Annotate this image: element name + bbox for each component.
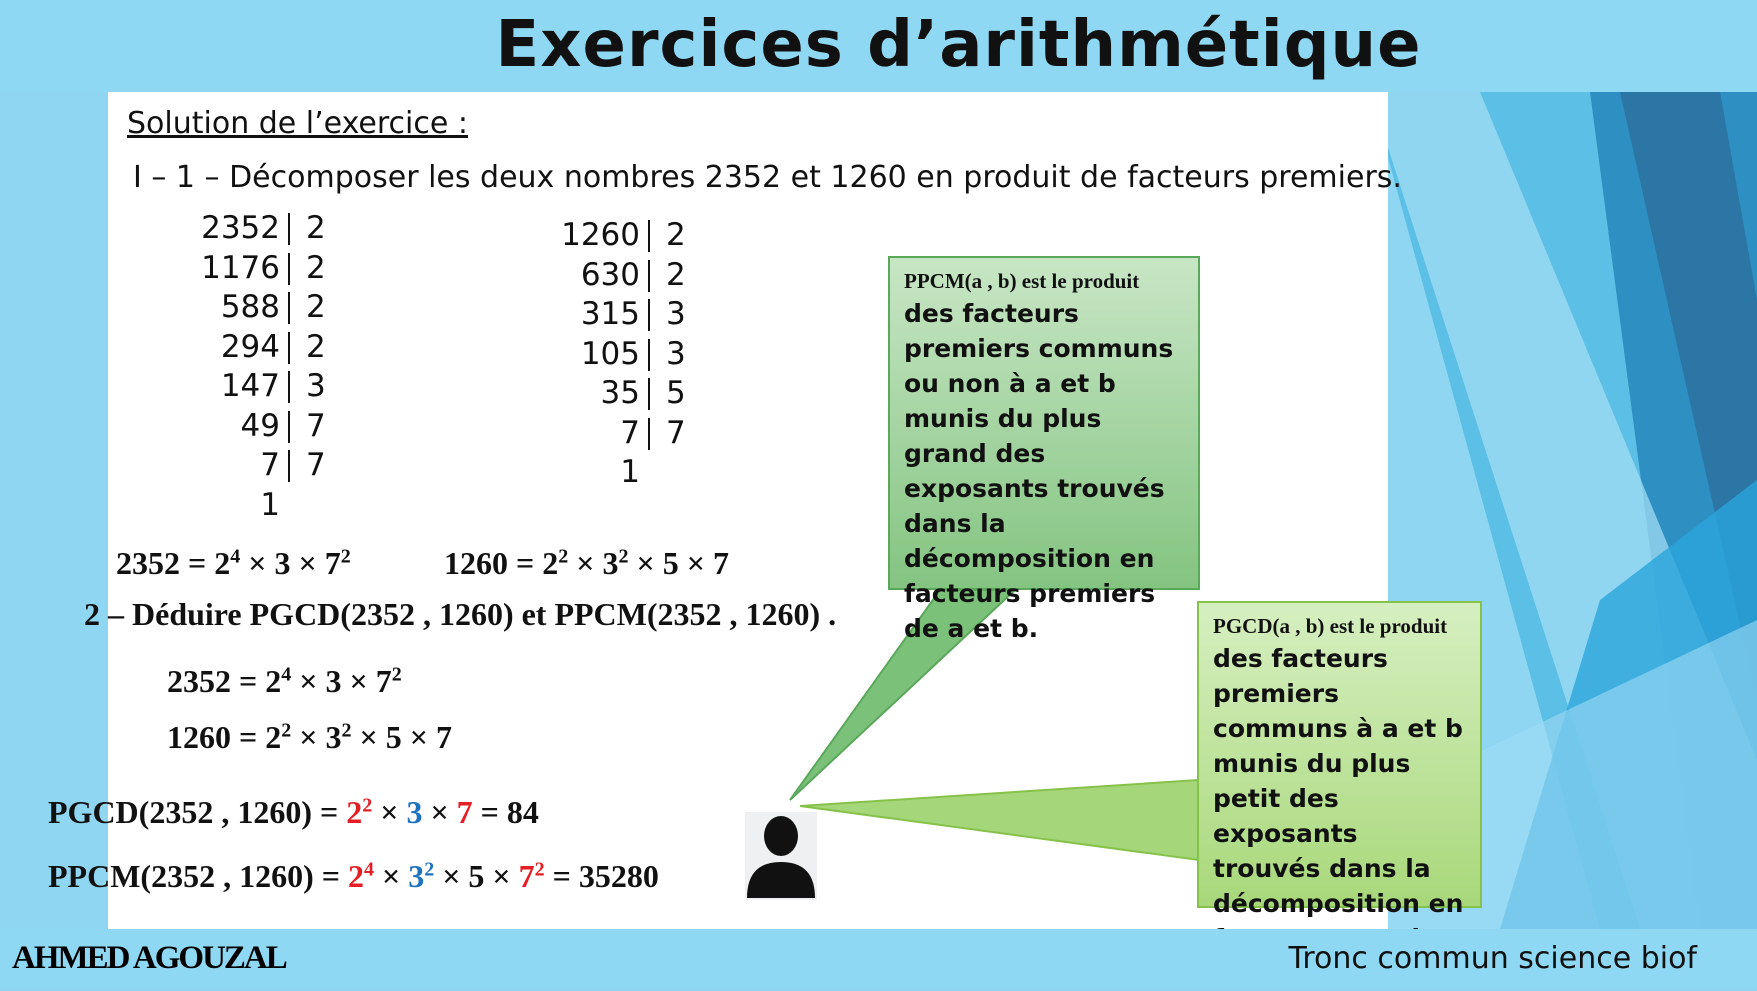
prime-factor: 2 xyxy=(306,210,326,246)
pgcd-callout-lead: PGCD(a , b) est le produit xyxy=(1213,614,1448,638)
prime-factor: 7 xyxy=(306,447,326,483)
decomposition-2352-line1: $2352 = 2^4 \times 3 \times 7^2$ xyxy=(116,545,351,581)
dividend: 49 xyxy=(240,407,280,444)
question-1: I – 1 – Décomposer les deux nombres 2352 et 1260 en produit de facteurs premiers. xyxy=(133,160,1402,195)
prime-factor: 2 xyxy=(306,249,326,286)
decomposition-1260-line1: $1260 = 2^2 \times 3^2 \times 5 \times 7$ xyxy=(444,545,729,581)
pgcd-formula: PGCD(2352 , $1260) = 2^2 \times 3 \times 7 = 84$ xyxy=(48,794,539,830)
dividend: 1 xyxy=(260,486,280,523)
ppcm-callout-lead: PPCM(a , b) est le produit xyxy=(904,269,1140,293)
dividend: 588 xyxy=(220,289,280,325)
question-2: 2 – Déduire PGCD(2352 , 1260) et PPCM(2352 , 1260) . xyxy=(84,596,837,632)
dividend: 35 xyxy=(600,375,640,411)
dividend: 2352 xyxy=(201,210,280,246)
slide-title: Exercices d’arithmétique xyxy=(495,8,1422,82)
ppcm-definition-callout xyxy=(888,256,1200,643)
user-avatar-icon xyxy=(745,812,817,900)
dividend: 630 xyxy=(580,256,640,293)
prime-factor: 3 xyxy=(666,296,686,332)
dividend: 7 xyxy=(620,414,640,451)
prime-factor: 2 xyxy=(306,289,326,325)
prime-factor: 2 xyxy=(306,328,326,365)
ppcm-formula: PPCM(2352 , $1260) = 2^4 \times 3^2 \times 5 \times 7^2 = 35280$ xyxy=(48,858,659,894)
prime-factor: 7 xyxy=(666,414,686,451)
decomposition-2352-line2: $2352 = 2^4 \times 3 \times 7^2$ xyxy=(167,663,402,699)
prime-factor: 7 xyxy=(306,407,326,444)
prime-factor: 5 xyxy=(666,375,686,411)
prime-factor: 3 xyxy=(666,335,686,372)
dividend: 1 xyxy=(620,454,640,490)
decomposition-1260-line2: $1260 = 2^2 \times 3^2 \times 5 \times 7$ xyxy=(167,719,452,755)
dividend: 7 xyxy=(260,447,280,483)
dividend: 315 xyxy=(580,296,640,332)
solution-heading: Solution de l’exercice : xyxy=(127,106,468,141)
dividend: 105 xyxy=(580,335,640,372)
dividend: 294 xyxy=(220,328,280,365)
pgcd-callout-body: des facteurs premiers communs à a et b munis du plus petit des exposants trouvés dans la décomposition en xyxy=(1213,644,1464,918)
ppcm-callout-body: des facteurs premiers communs ou non à a et b munis du plus grand des exposants trouvés dans la décomposition en facteurs premiers de a et b. xyxy=(904,299,1174,643)
pgcd-definition-callout xyxy=(1197,601,1482,918)
dividend: 1260 xyxy=(561,217,640,253)
prime-factor: 2 xyxy=(666,217,686,253)
prime-factor: 2 xyxy=(666,256,686,293)
dividend: 1176 xyxy=(201,249,280,286)
author-name: AHMED AGOUZAL xyxy=(12,940,286,976)
dividend: 147 xyxy=(220,368,280,404)
prime-factor: 3 xyxy=(306,368,326,404)
course-name: Tronc commun science biof xyxy=(1288,941,1697,976)
